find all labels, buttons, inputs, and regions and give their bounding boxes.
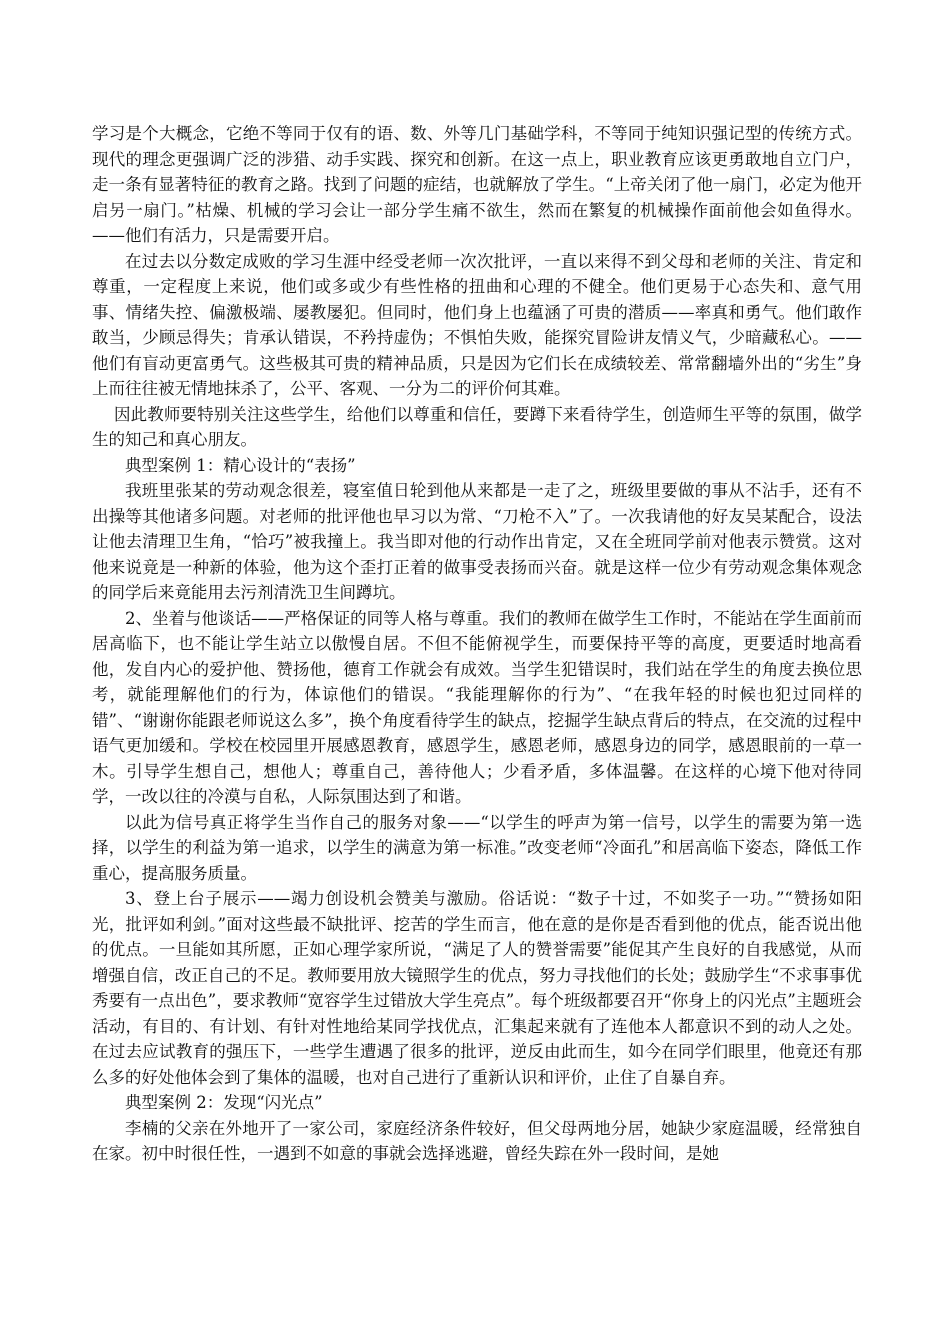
paragraph-case-1: 我班里张某的劳动观念很差，寝室值日轮到他从来都是一走了之，班级里要做的事从不沾手，还有不出操等其他诸多问题。对老师的批评他也早习以为常、“刀枪不入”了。一次我请他的好友吴某配合，设法让他去清理卫生角，“恰巧”被我撞上。我当即对他的行动作出肯定，又在全班同学前对他表示赞赏。这对他来说竟是一种新的体验，他为这个歪打正着的做事受表扬而兴奋。就是这样一位少有劳动观念集体观念的同学后来竟能用去污剂清洗卫生间蹲坑。 — [92, 481, 862, 602]
paragraph-learning-concept: 学习是个大概念，它绝不等同于仅有的语、数、外等几门基础学科，不等同于纯知识强记型的传统方式。现代的理念更强调广泛的涉猎、动手实践、探究和创新。在这一点上，职业教育应该更勇敢地自立门户，走一条有显著特征的教育之路。找到了问题的症结，也就解放了学生。“上帝关闭了他一扇门，必定为他开启另一扇门。”枯燥、机械的学习会让一部分学生痛不欲生，然而在繁复的机械操作面前他会如鱼得水。——他们有活力，只是需要开启。 — [92, 124, 862, 245]
case-heading-2: 典型案例 2：发现“闪光点” — [125, 1093, 323, 1112]
paragraph-sit-and-talk: 2、坐着与他谈话——严格保证的同等人格与尊重。我们的教师在做学生工作时，不能站在学生面前而居高临下，也不能让学生站立以傲慢自居。不但不能俯视学生，而要保持平等的高度，更要适时地高看他，发自内心的爱护他、赞扬他，德育工作就会有成效。当学生犯错误时，我们站在学生的角度去换位思考，就能理解他们的行为，体谅他们的错误。“我能理解你的行为”、“在我年轻的时候也犯过同样的错”、“谢谢你能跟老师说这么多”，换个角度看待学生的缺点，挖掘学生缺点背后的特点，在交流的过程中语气更加缓和。学校在校园里开展感恩教育，感恩学生，感恩老师，感恩身边的同学，感恩眼前的一草一木。引导学生想自己，想他人；尊重自己，善待他人；少看矛盾，多体温馨。在这样的心境下他对待同学，一改以往的冷漠与自私，人际氛围达到了和谐。 — [92, 608, 862, 806]
document-body — [92, 121, 862, 1167]
paragraph-stage-showcase: 3、登上台子展示——竭力创设机会赞美与激励。俗话说：“数子十过，不如奖子一功。”“赞扬如阳光，批评如利剑。”面对这些最不缺批评、挖苦的学生而言，他在意的是你是否看到他的优点，能否说出他的优点。一旦能如其所愿，正如心理学家所说，“满足了人的赞誉需要”能促其产生良好的自我感觉，从而增强自信，改正自己的不足。教师要用放大镜照学生的优点，努力寻找他们的长处；鼓励学生“不求事事优秀要有一点出色”，要求教师“宽容学生过错放大学生亮点”。每个班级都要召开“你身上的闪光点”主题班会活动，有目的、有计划、有针对性地给某同学找优点，汇集起来就有了连他本人都意识不到的动人之处。在过去应试教育的强压下，一些学生遭遇了很多的批评，逆反由此而生，如今在同学们眼里，他竟还有那么多的好处他体会到了集体的温暖，也对自己进行了重新认识和评价，止住了自暴自弃。 — [92, 889, 862, 1087]
paragraph-case-2: 李楠的父亲在外地开了一家公司，家庭经济条件较好，但父母两地分居，她缺少家庭温暖，经常独自在家。初中时很任性，一遇到不如意的事就会选择逃避，曾经失踪在外一段时间，是她 — [92, 1118, 862, 1163]
paragraph-service-signal: 以此为信号真正将学生当作自己的服务对象——“以学生的呼声为第一信号，以学生的需要为第一选择，以学生的利益为第一追求，以学生的满意为第一标准。”改变老师“冷面孔”和居高临下姿态，降低工作重心，提高服务质量。 — [92, 812, 862, 883]
case-heading-1: 典型案例 1：精心设计的“表扬” — [125, 455, 356, 475]
paragraph-student-traits: 在过去以分数定成败的学习生涯中经受老师一次次批评，一直以来得不到父母和老师的关注、肯定和尊重，一定程度上来说，他们或多或少有些性格的扭曲和心理的不健全。他们更易于心态失和、意气用事、情绪失控、偏激极端、屡教屡犯。但同时，他们身上也蕴涵了可贵的潜质——率真和勇气。他们敢作敢当，少顾忌得失；肯承认错误，不矜持虚伪；不惧怕失败，能探究冒险讲友情义气，少暗藏私心。——他们有盲动更富勇气。这些极其可贵的精神品质，只是因为它们长在成绩较差、常常翻墙外出的“劣生”身上而往往被无情地抹杀了，公平、客观、一分为二的评价何其难。 — [92, 251, 862, 398]
paragraph-teacher-attention: 因此教师要特别关注这些学生，给他们以尊重和信任，要蹲下来看待学生，创造师生平等的氛围，做学生的知己和真心朋友。 — [92, 404, 862, 449]
